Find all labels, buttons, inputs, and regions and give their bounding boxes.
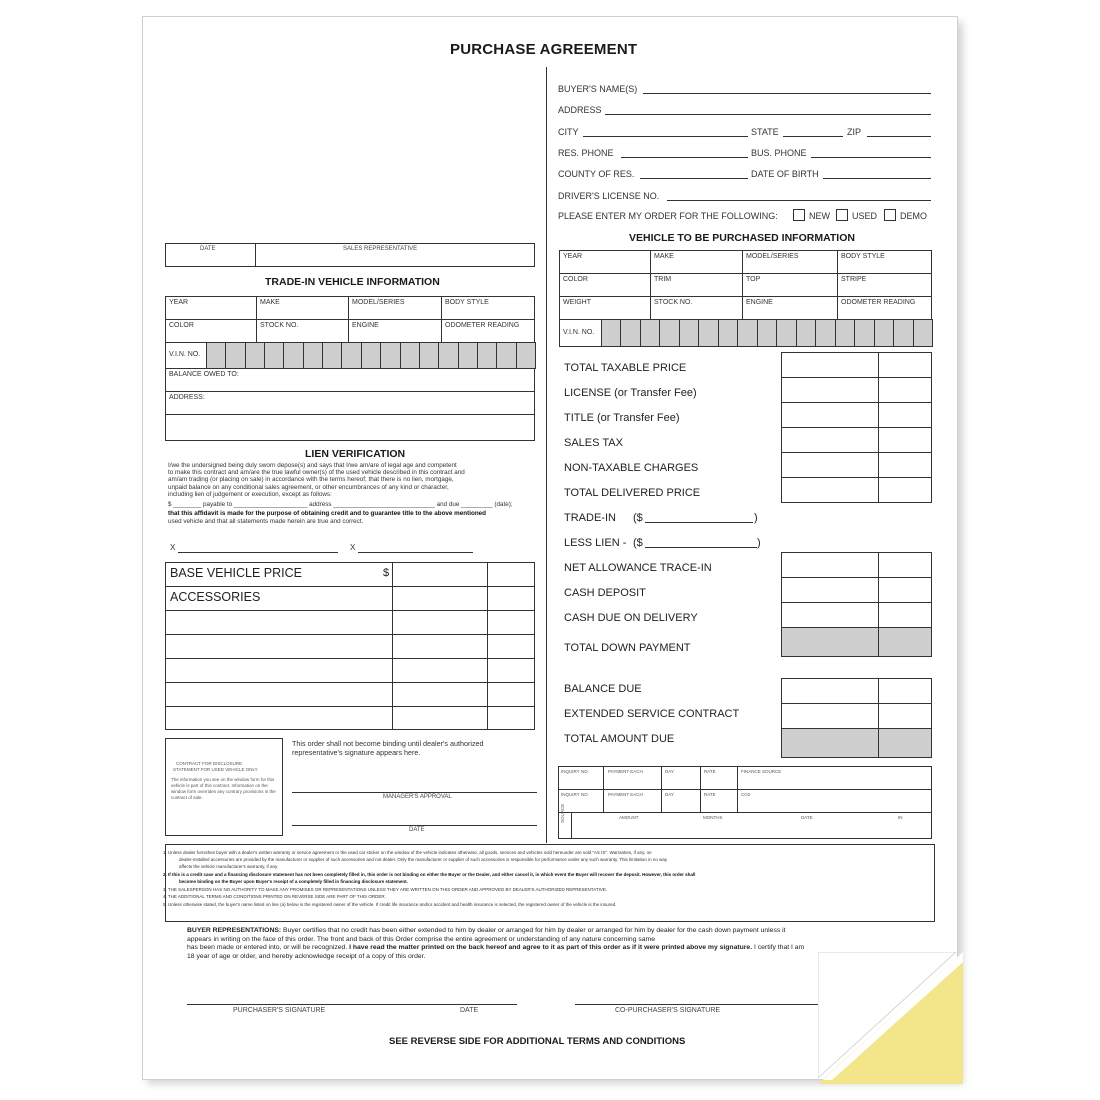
vin-char-box[interactable] [679,319,699,347]
vin-char-box[interactable] [796,319,816,347]
extended-label: EXTENDED SERVICE CONTRACT [564,708,740,720]
vin-char-box[interactable] [245,342,265,369]
vin-char-box[interactable] [601,319,621,347]
vin-char-box[interactable] [698,319,718,347]
total-down-shaded [781,627,932,657]
date-label: DATE [200,246,216,252]
purchaser-signature-label: PURCHASER'S SIGNATURE [233,1007,326,1014]
tradein-address[interactable]: ADDRESS: [165,391,535,415]
license-field[interactable] [667,200,931,201]
city-label: CITY [558,127,579,137]
new-label: NEW [809,211,830,221]
vehicle-stripe[interactable]: STRIPE [837,273,932,297]
vin-char-box[interactable] [322,342,342,369]
vin-char-box[interactable] [361,342,381,369]
purchaser-date-label: DATE [460,1007,479,1014]
tradein-odometer[interactable]: ODOMETER READING [441,319,535,343]
vin-char-box[interactable] [477,342,497,369]
vin-char-box[interactable] [640,319,660,347]
total-delivered-label: TOTAL DELIVERED PRICE [564,487,701,499]
co-purchaser-signature-line[interactable] [575,1004,825,1005]
total-taxable-label: TOTAL TAXABLE PRICE [564,362,687,374]
bus-phone-field[interactable] [811,157,931,158]
trade-in-label: TRADE-IN [564,512,616,524]
address-label: ADDRESS [558,105,602,115]
new-checkbox[interactable] [793,209,805,221]
lien-x1: X [170,543,176,552]
city-field[interactable] [583,136,748,137]
manager-approval-line[interactable] [292,792,537,793]
vin-char-box[interactable] [496,342,516,369]
purchaser-signature-line[interactable] [187,1004,517,1005]
state-field[interactable] [783,136,843,137]
vin-char-box[interactable] [419,342,439,369]
balance-due-label: BALANCE DUE [564,683,642,695]
tradein-model[interactable]: MODEL/SERIES [348,296,442,320]
address-field[interactable] [605,114,931,115]
less-lien-field[interactable] [645,547,757,548]
total-down-label: TOTAL DOWN PAYMENT [564,642,691,654]
vin-char-box[interactable] [303,342,323,369]
tradein-make[interactable]: MAKE [256,296,349,320]
tradein-year[interactable]: YEAR [165,296,257,320]
tradein-title: TRADE-IN VEHICLE INFORMATION [265,276,440,288]
used-label: USED [852,211,878,221]
vin-char-box[interactable] [776,319,796,347]
vehicle-year[interactable]: YEAR [559,250,651,274]
vehicle-make[interactable]: MAKE [650,250,743,274]
lien-x2: X [350,543,356,552]
vehicle-vin-label: V.I.N. NO. [559,319,602,347]
vin-char-box[interactable] [874,319,894,347]
base-price-table [165,562,535,730]
vin-char-box[interactable] [757,319,777,347]
tradein-balance[interactable]: BALANCE OWED TO: [165,368,535,392]
lien-text: I/we the undersigned being duly sworn depose(s) and says that I/we am/are of legal age and competent to make this contract and am/are the true lawful owner(s) of the used vehicle described in this contract and am/am trading (or placing on sale) in accordance with the terms hereof; that there is no lien, mortgage, unpaid balance on any conditional sales agreement, or other encumbrances of any kind or character, including lien of judgement or execution, except as follows: [168,462,465,498]
state-label: STATE [751,127,779,137]
vehicle-odometer[interactable]: ODOMETER READING [837,296,932,320]
approval-date-line[interactable] [292,825,537,826]
vin-char-box[interactable] [718,319,738,347]
vin-char-box[interactable] [854,319,874,347]
demo-checkbox[interactable] [884,209,896,221]
res-phone-label: RES. PHONE [558,148,614,158]
cash-due-label: CASH DUE ON DELIVERY [564,612,698,624]
buyer-representations: BUYER REPRESENTATIONS: Buyer certifies that no credit has been either extended to him by dealer or arranged for him by dealer or arranged for him by dealer for the cash down payment unless it appears in writing on the face of this order. The front and back of this Order comprise the entire agreement or understanding of any nature concerning same has been made or entered into, or will be recognized. I have read the matter printed on the back hereof and agree to it as part of this order as if it were printed above my signature. I certify that I am 18 year of age or older, and hereby acknowledge receipt of a copy of this order. [187,927,805,960]
license-label: DRIVER'S LICENSE NO. [558,191,660,201]
vehicle-body[interactable]: BODY STYLE [837,250,932,274]
sales-tax-label: SALES TAX [564,437,623,449]
co-purchaser-signature-label: CO-PURCHASER'S SIGNATURE [615,1007,721,1014]
title-fee-label: TITLE (or Transfer Fee) [564,412,680,424]
base-dollar: $ [383,567,390,579]
purchase-agreement-form: PURCHASE AGREEMENT BUYER'S NAME(S) ADDRESS CITY STATE ZIP RES. PHONE BUS. PHONE COUNTY OF RES. DATE OF BIRTH DRIVER'S LICENSE NO. PLEASE ENTER MY ORDER FOR THE FOLLOWING: NEW USED DEMO DATE SALES REPRESENTATIVE TRADE-IN VEHICLE INFORMATION YEAR MAKE MODEL/SERIES BODY STYLE COLOR STOCK NO. ENGINE ODOMETER READING V.I.N. NO. BALANCE OWED TO: ADDRESS: LIEN VERIFICATION I/we the undersigned being duly sworn depose(s) and says that I/we am/are of legal age and competent to make this contract and am/are the true lawful owner(s) of the used vehicle described in this contract and am/am trading (or placing on sale) in accordance with the terms hereof; that there is no lien, mortgage, unpaid balance on any conditional sales agreement, or other encumbrances of any kind or character, including lien of judgement or execution, except as follows: $ ________ payable to _____________________ address _____________________________ and due _________ (date); that this affidavit is made for the purpose of obtaining credit and to guarantee title to the above mentioned used vehicle and that all statements made herein are true and correct. X X BASE VEHICLE PRICE $ ACCESSORIES CONTRACT FOR DISCLOSURE STATEMENT FOR USED VEHICLE ONLY The information you see on the window form for this vehicle is part of this contract. Information on the window form overrides any contrary provisions in the contract of sale. This order shall not become binding until dealer's authorized representative's signature appears here. MANAGER'S APPROVAL DATE VEHICLE TO BE PURCHASED INFORMATION YEAR MAKE MODEL/SERIES BODY STYLE COLOR TRIM TOP STRIPE WEIGHT STOCK NO. ENGINE ODOMETER READING V.I.N. NO. TOTAL TAXABLE PRICE LICENSE (or Transfer Fee) TITLE (or Transfer Fee) SALES TAX NON-TAXABLE CHARGES TOTAL DELIVERED PRICE TRADE-IN ($ ) LESS LIEN - ($ ) NET ALLOWANCE TRACE-IN CASH DEPOSIT CASH DUE ON DELIVERY TOTAL DOWN PAYMENT BALANCE DUE EXTENDED SERVICE CONTRACT TOTAL AMOUNT DUE INQUIRY NO. PAYMENT EACH DAY RATE FINANCE SOURCE INQUIRY NO. PAYMENT EACH DAY RATE CO2 SOURCE AMOUNT MONTHS DATE IN 1. Unless dealer furnishes buyer with a dealer's written warranty or service agreement or the used car sticker on the window of the vehicle indicates otherwise, all goods, services and vehicles sold hereunder are sold "AS IS". Warranties, if any, on dealer-installed accessories are provided by the manufacturer or supplier of such accessories and not dealer. Only the manufacturer or supplier of such accessories is responsible for performance under any such warranty. This limitation in no way affects the vehicle manufacturer's warranty, if any. 2. If this is a credit case and a financing disclosure statement has not been completely filled in, this order is not binding on either the Buyer or the Dealer, and either cancel it, in which event the Buyer will recover the deposit. However, this order shall become binding on the Buyer upon Buyer's receipt of a completely filled in financing disclosure statement. 3. THE SALESPERSON HAS NO AUTHORITY TO MAKE ANY PROMISES OR REPRESENTATIONS UNLESS THEY ARE WRITTEN ON THIS ORDER AND APPROVED BY DEALER'S AUTHORIZED REPRESENTATIVE. 4. THE ADDITIONAL TERMS AND CONDITIONS PRINTED ON REVERSE SIDE ARE PART OF THIS ORDER. 5. Unless otherwise stated, the buyer's name listed on line (a) below is the registered owner of the vehicle. If credit life insurance and/or accident and health insurance is selected, the registered owner of the vehicle is the insured. BUYER REPRESENTATIONS: Buyer certifies that no credit has been either extended to him by dealer or arranged for him by dealer or arranged for him by dealer for the cash down payment unless it appears in writing on the face of this order. The front and back of this Order comprise the entire agreement or understanding of any nature concerning same has been made or entered into, or will be recognized. I have read the matter printed on the back hereof and agree to it as part of this order as if it were printed above my signature. I certify that I am 18 year of age or older, and hereby acknowledge receipt of a copy of this order. PURCHASER'S SIGNATURE DATE CO-PURCHASER'S SIGNATURE SEE REVERSE SIDE FOR ADDITIONAL TERMS AND CONDITIONS [142,16,958,1080]
sales-rep-label: SALES REPRESENTATIVE [343,246,418,252]
lien-title: LIEN VERIFICATION [305,448,406,460]
cash-deposit-label: CASH DEPOSIT [564,587,646,599]
manager-approval-label: MANAGER'S APPROVAL [383,794,452,800]
buyer-name-label: BUYER'S NAME(S) [558,84,638,94]
lien-sign-2[interactable] [358,552,473,553]
vehicle-color[interactable]: COLOR [559,273,651,297]
zip-field[interactable] [867,136,931,137]
less-lien-label: LESS LIEN - [564,537,627,549]
disclosure-body: The information you see on the window form for this vehicle is part of this contract. Information on the window form overrides any contrary provisions in the contract of sale. [171,777,276,800]
vin-char-box[interactable] [458,342,478,369]
vin-char-box[interactable] [815,319,835,347]
total-amount-shaded [781,728,932,758]
vehicle-trim[interactable]: TRIM [650,273,743,297]
vin-char-box[interactable] [913,319,933,347]
vin-char-box[interactable] [283,342,303,369]
vin-char-box[interactable] [620,319,640,347]
vin-char-box[interactable] [206,342,226,369]
tradein-body[interactable]: BODY STYLE [441,296,535,320]
order-prompt: PLEASE ENTER MY ORDER FOR THE FOLLOWING: [558,211,778,221]
county-field[interactable] [640,178,748,179]
zip-label: ZIP [847,127,862,137]
vehicle-weight[interactable]: WEIGHT [559,296,651,320]
vin-char-box[interactable] [516,342,536,369]
vehicle-top[interactable]: TOP [742,273,838,297]
vin-char-box[interactable] [659,319,679,347]
dob-label: DATE OF BIRTH [751,169,819,179]
accessories-label: ACCESSORIES [170,590,261,604]
res-phone-field[interactable] [621,157,748,158]
lien-sign-1[interactable] [178,552,338,553]
approval-date-label: DATE [409,827,425,833]
dob-field[interactable] [823,178,931,179]
vin-char-box[interactable] [380,342,400,369]
footer-note: SEE REVERSE SIDE FOR ADDITIONAL TERMS AND CONDITIONS [389,1036,686,1047]
lien-text6: used vehicle and that all statements made herein are true and correct. [168,518,364,525]
binding-note: This order shall not become binding until dealer's authorized representative's signature appears here. [292,739,484,757]
tradein-engine[interactable]: ENGINE [348,319,442,343]
vin-char-box[interactable] [835,319,855,347]
lien-pay-line: $ ________ payable to _____________________ address _____________________________ and due _________ (date); [168,501,513,508]
vehicle-title: VEHICLE TO BE PURCHASED INFORMATION [629,232,855,244]
tradein-stock[interactable]: STOCK NO. [256,319,349,343]
total-amount-label: TOTAL AMOUNT DUE [564,733,675,745]
demo-label: DEMO [900,211,927,221]
trade-in-field[interactable] [645,522,753,523]
center-divider [546,67,547,843]
finance-table [558,766,932,839]
bus-phone-label: BUS. PHONE [751,148,807,158]
base-price-label: BASE VEHICLE PRICE [170,566,302,580]
vin-char-box[interactable] [438,342,458,369]
license-fee-label: LICENSE (or Transfer Fee) [564,387,697,399]
lien-bold: that this affidavit is made for the purpose of obtaining credit and to guarantee title to the above mentioned [168,510,487,517]
vin-char-box[interactable] [737,319,757,347]
tradein-color[interactable]: COLOR [165,319,257,343]
carbonless-copy-corner [818,952,963,1084]
non-taxable-label: NON-TAXABLE CHARGES [564,462,699,474]
vin-char-box[interactable] [264,342,284,369]
tradein-vin-label: V.I.N. NO. [165,342,207,369]
vin-char-box[interactable] [225,342,245,369]
used-checkbox[interactable] [836,209,848,221]
vin-char-box[interactable] [341,342,361,369]
vin-char-box[interactable] [400,342,420,369]
vehicle-stock[interactable]: STOCK NO. [650,296,743,320]
buyer-name-field[interactable] [643,93,931,94]
vehicle-model[interactable]: MODEL/SERIES [742,250,838,274]
vehicle-engine[interactable]: ENGINE [742,296,838,320]
county-label: COUNTY OF RES. [558,169,635,179]
form-title: PURCHASE AGREEMENT [450,41,638,58]
net-allowance-label: NET ALLOWANCE TRACE-IN [564,562,712,574]
tradein-address-2[interactable] [165,414,535,441]
vin-char-box[interactable] [893,319,913,347]
